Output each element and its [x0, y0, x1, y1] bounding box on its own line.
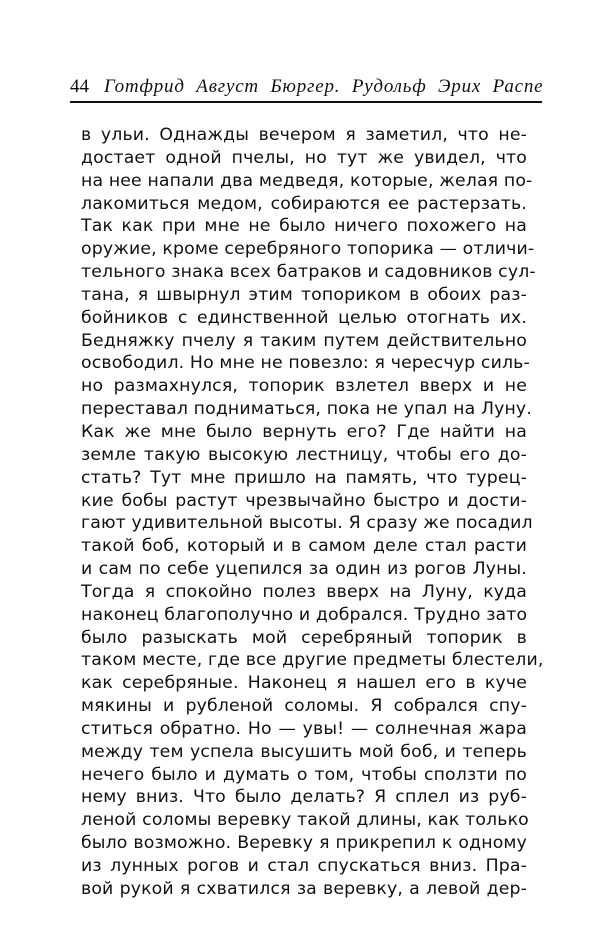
header-rule [70, 101, 542, 103]
text-line: наконец благополучно и добрался. Трудно зато [81, 604, 528, 625]
text-line: из лунных рогов и стал спускаться вниз. Пра- [81, 856, 527, 876]
text-line: нему вниз. Что было делать? Я сплел из руб- [81, 787, 527, 808]
running-title: Готфрид Август Бюргер. Рудольф Эрих Распе [104, 76, 544, 97]
text-line: такой боб, который и в самом деле стал расти [81, 536, 527, 557]
body-text [81, 124, 544, 901]
text-line: освободил. Но мне не повезло: я чересчур силь- [81, 353, 530, 374]
text-line: леной соломы веревку такой длины, как только [81, 810, 529, 831]
text-line: оружие, кроме серебряного топорика — отличи- [81, 239, 535, 260]
text-line: стать? Тут мне пришло на память, что турец- [81, 467, 527, 488]
text-line: мякины и рубленой соломы. Я собрался спу- [81, 696, 527, 717]
text-line: Так как при мне не было ничего похожего на [81, 216, 527, 237]
text-line: но размахнулся, топорик взлетел вверх и не [81, 376, 527, 397]
text-line: кие бобы растут чрезвычайно быстро и дости- [81, 490, 527, 511]
page-number: 44 [70, 76, 89, 97]
text-line: тельного знака всех батраков и садовников сул- [81, 262, 536, 283]
text-line: и сам по себе уцепился за один из рогов Луны. [81, 559, 527, 580]
text-line: лакомиться медом, собираются ее растерзать. [81, 193, 527, 214]
text-line: земле такую высокую лестницу, чтобы его до- [81, 444, 527, 465]
text-line: Как же мне было вернуть его? Где найти на [81, 421, 527, 442]
text-line: между тем успела высушить мой боб, и теперь [81, 741, 527, 762]
text-line: переставал подниматься, пока не упал на Луну. [81, 399, 532, 420]
text-line: было разыскать мой серебряный топорик в [81, 627, 527, 648]
text-line: было возможно. Веревку я прикрепил к одному [81, 833, 527, 854]
text-line: Тогда я спокойно полез вверх на Луну, куда [81, 581, 527, 602]
text-line: ститься обратно. Но — увы! — солнечная жара [81, 718, 527, 739]
text-line: Бедняжку пчелу я таким путем действительно [81, 330, 527, 351]
text-line: таком месте, где все другие предметы блестели, [81, 650, 544, 671]
text-line: на нее напали два медведя, которые, желая по- [81, 170, 533, 191]
text-line: бойников с единственной целью отогнать их. [81, 307, 527, 328]
text-line: в ульи. Однажды вечером я заметил, что не- [81, 125, 527, 145]
text-line: вой рукой я схватился за веревку, а левой дер- [81, 878, 527, 899]
text-line: как серебряные. Наконец я нашел его в куче [81, 673, 527, 694]
text-line: достает одной пчелы, но тут же увидел, что [81, 147, 527, 168]
running-header [70, 74, 544, 100]
text-line: нечего было и думать о том, чтобы сползти по [81, 764, 527, 785]
text-line: гают удивительной высоты. Я сразу же посадил [81, 513, 533, 534]
text-line: тана, я швырнул этим топориком в обоих раз- [81, 284, 527, 305]
